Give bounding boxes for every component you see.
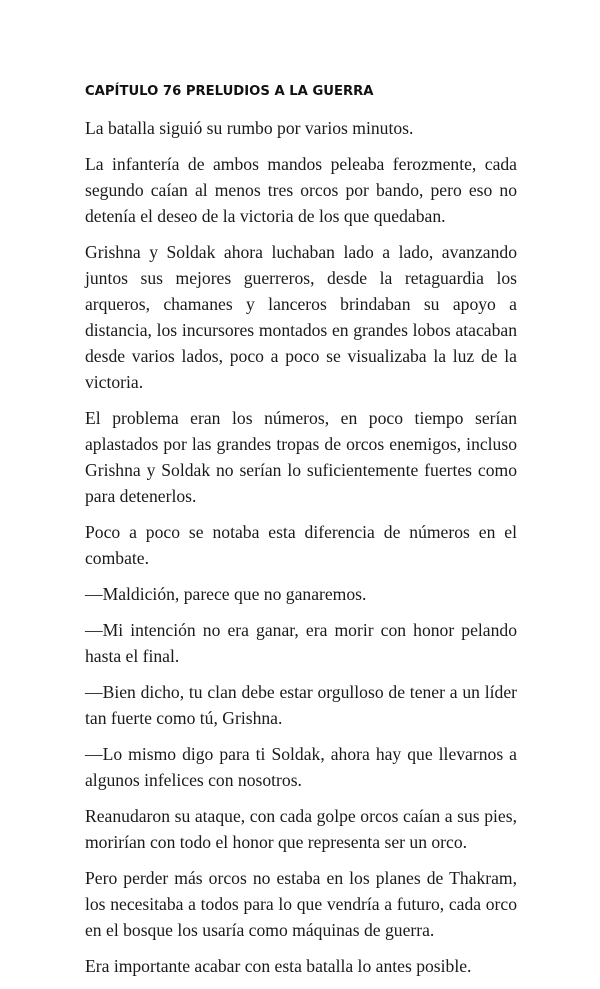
paragraph: Poco a poco se notaba esta diferencia de números en el combate. (85, 522, 517, 568)
paragraph: Reanudaron su ataque, con cada golpe orcos caían a sus pies, morirían con todo el honor que representa ser un orco. (85, 806, 517, 852)
paragraph: La batalla siguió su rumbo por varios minutos. (85, 118, 414, 138)
paragraph: El problema eran los números, en poco tiempo serían aplastados por las grandes tropas de orcos enemigos, incluso Grishna y Soldak no serían lo suficientemente fuertes como para detenerlos. (85, 408, 517, 506)
dialogue-line: —Bien dicho, tu clan debe estar orgulloso de tener a un líder tan fuerte como tú, Grishna. (85, 682, 517, 728)
paragraph: La infantería de ambos mandos peleaba ferozmente, cada segundo caían al menos tres orcos por bando, pero eso no detenía el deseo de la victoria de los que quedaban. (85, 154, 517, 226)
dialogue-line: —Mi intención no era ganar, era morir con honor pelando hasta el final. (85, 620, 517, 666)
dialogue-line: —Maldición, parece que no ganaremos. (85, 584, 367, 604)
dialogue-line: —Lo mismo digo para ti Soldak, ahora hay que llevarnos a algunos infelices con nosotros. (85, 744, 517, 790)
paragraph: Pero perder más orcos no estaba en los planes de Thakram, los necesitaba a todos para lo que vendría a futuro, cada orco en el bosque los usaría como máquinas de guerra. (85, 868, 517, 940)
paragraph: Era importante acabar con esta batalla lo antes posible. (85, 956, 472, 976)
book-page (85, 79, 517, 989)
paragraph: Grishna y Soldak ahora luchaban lado a lado, avanzando juntos sus mejores guerreros, desde la retaguardia los arqueros, chamanes y lanceros brindaban su apoyo a distancia, los incursores montados en grandes lobos atacaban desde varios lados, poco a poco se visualizaba la luz de la victoria. (85, 242, 517, 392)
chapter-title: CAPÍTULO 76 PRELUDIOS A LA GUERRA (85, 84, 374, 99)
